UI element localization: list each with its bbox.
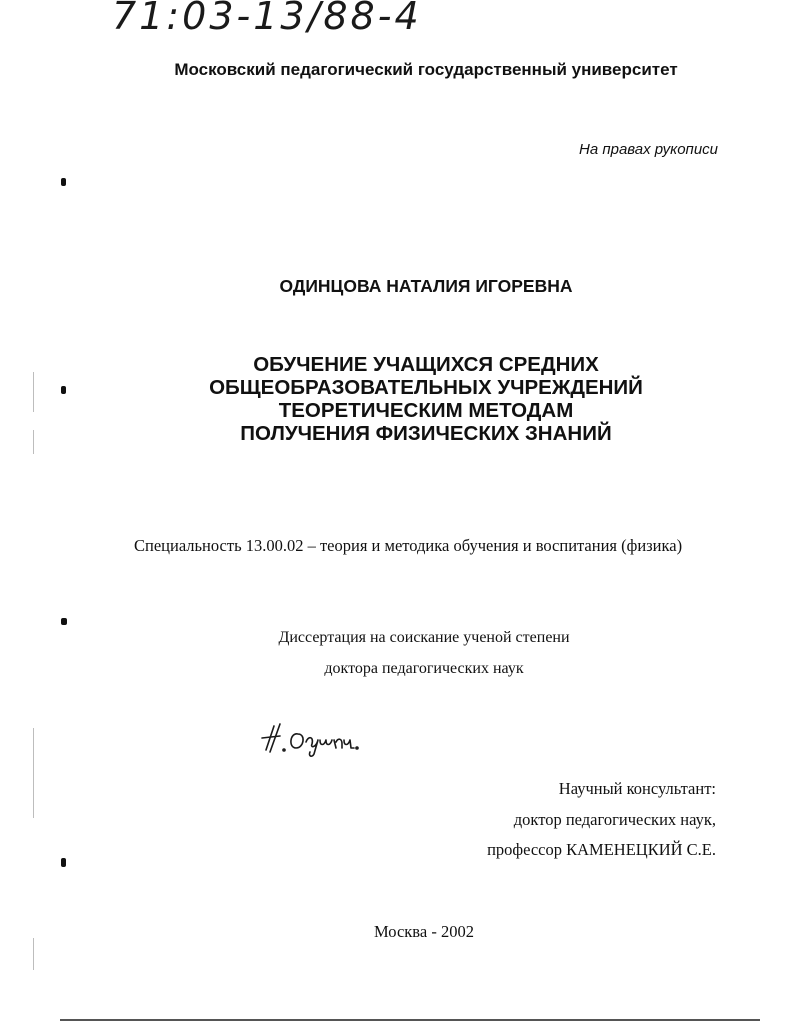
rights-note: На правах рукописи	[579, 141, 718, 158]
scan-edge-line-3	[33, 728, 34, 818]
thesis-degree-line-2: доктора педагогических наук	[324, 660, 524, 677]
scan-edge-line-4	[33, 938, 34, 970]
scan-mark-1	[61, 178, 66, 186]
dissertation-title	[0, 353, 791, 445]
title-line-1: ОБУЧЕНИЕ УЧАЩИХСЯ СРЕДНИХ	[253, 353, 599, 376]
consultant-label: Научный консультант:	[558, 779, 716, 798]
title-line-4: ПОЛУЧЕНИЯ ФИЗИЧЕСКИХ ЗНАНИЙ	[240, 422, 612, 445]
scan-mark-3	[61, 618, 67, 625]
handwritten-catalog-number: 71:03-13/88-4	[112, 0, 422, 38]
scan-mark-4	[61, 858, 66, 867]
city-year: Москва - 2002	[374, 922, 474, 941]
signature-graphic	[258, 718, 368, 758]
scan-edge-line-1	[33, 372, 34, 412]
scan-edge-line-2	[33, 430, 34, 454]
specialty-line: Специальность 13.00.02 – теория и методика обучения и воспитания (физика)	[134, 536, 683, 555]
university-name: Московский педагогический государственный университет	[174, 60, 678, 79]
scan-mark-2	[61, 386, 66, 394]
title-line-3: ТЕОРЕТИЧЕСКИМ МЕТОДАМ	[278, 399, 574, 422]
title-line-2: ОБЩЕОБРАЗОВАТЕЛЬНЫХ УЧРЕЖДЕНИЙ	[209, 376, 643, 399]
thesis-degree-line-1: Диссертация на соискание ученой степени	[278, 629, 570, 646]
author-name: ОДИНЦОВА НАТАЛИЯ ИГОРЕВНА	[279, 276, 573, 296]
consultant-degree: доктор педагогических наук,	[513, 810, 716, 829]
consultant-name: профессор КАМЕНЕЦКИЙ С.Е.	[487, 840, 716, 859]
scan-bottom-line	[60, 1019, 760, 1021]
handwritten-signature	[258, 718, 368, 763]
